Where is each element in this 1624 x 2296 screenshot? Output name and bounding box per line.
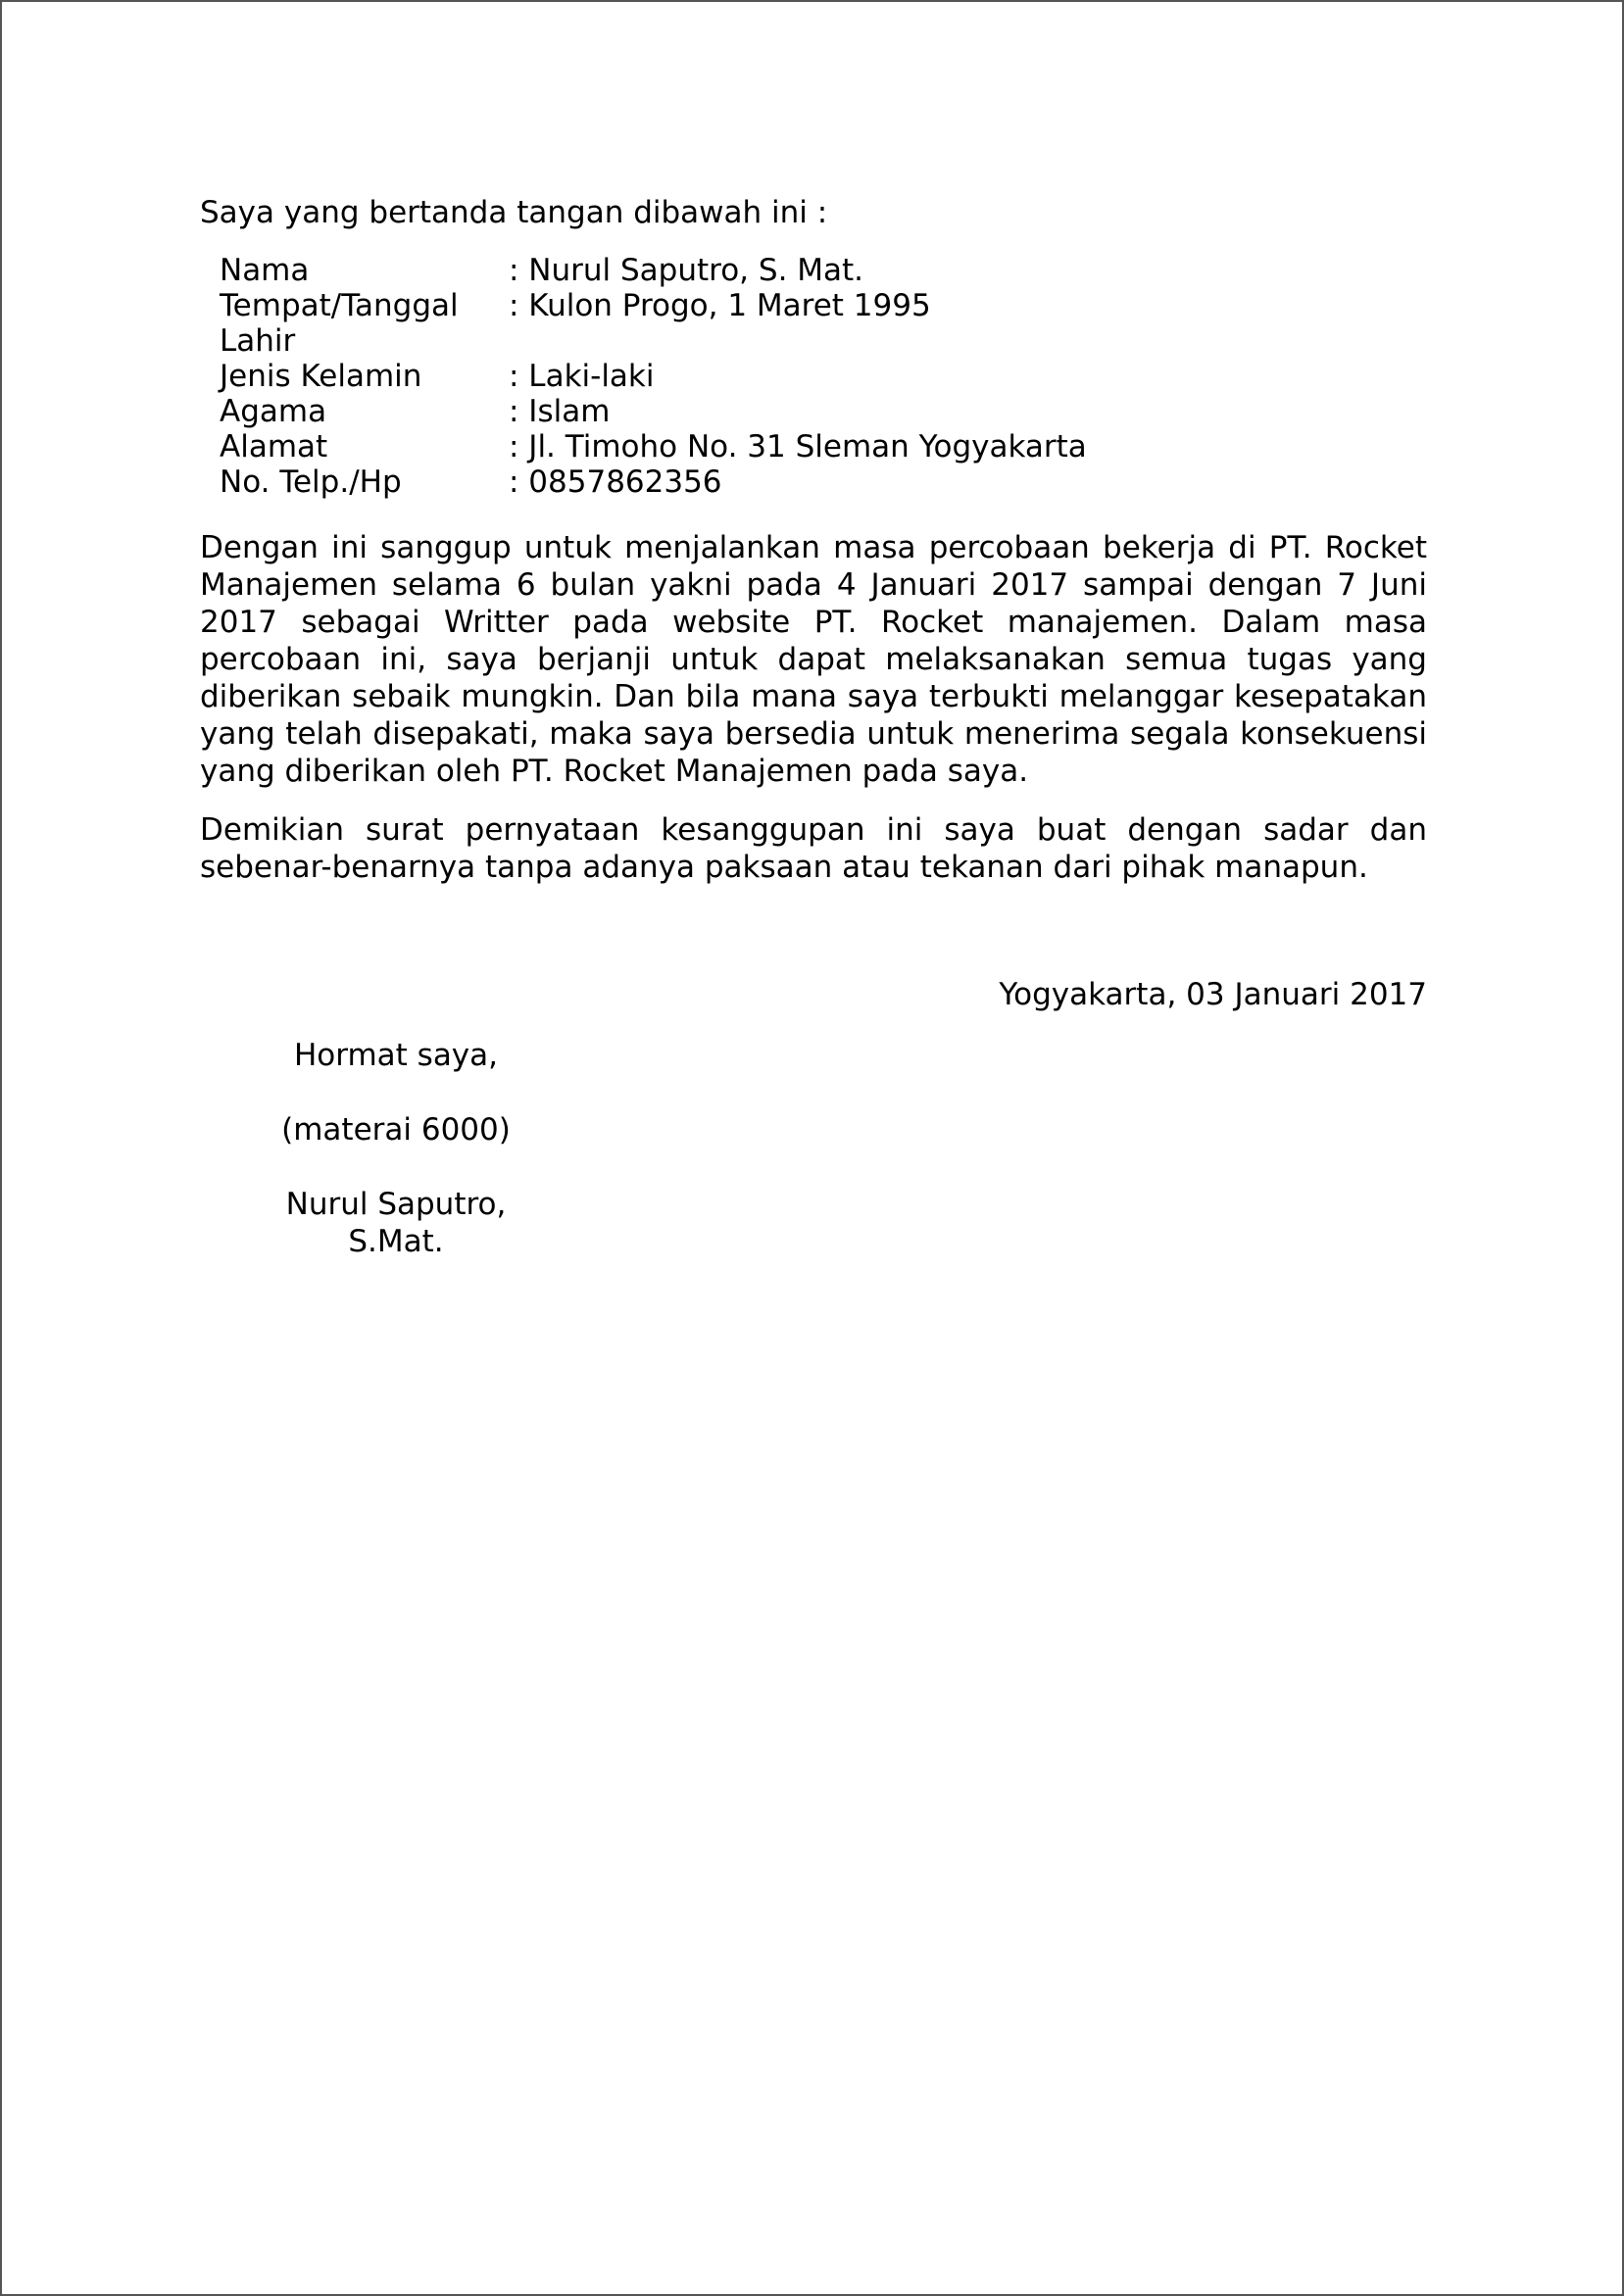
identity-row-phone — [220, 464, 1427, 500]
identity-label: No. Telp./Hp — [220, 464, 402, 500]
statement-paragraph: Dengan ini sanggup untuk menjalankan masa percobaan bekerja di PT. Rocket Manajemen selama 6 bulan yakni pada 4 Januari 2017 sampai dengan 7 Juni 2017 sebagai Writter pada website PT. Rocket manajemen. Dalam masa percobaan ini, saya berjanji untuk dapat melaksanakan semua tugas yang diberikan sebaik mungkin. Dan bila mana saya terbukti melanggar kesepatakan yang telah disepakati, maka saya bersedia untuk menerima segala konsekuensi yang diberikan oleh PT. Rocket Manajemen pada saya. — [200, 530, 1427, 789]
identity-label: Agama — [220, 394, 327, 429]
place-date: Yogyakarta, 03 Januari 2017 — [999, 977, 1427, 1012]
identity-table — [220, 253, 1427, 500]
closing-paragraph: Demikian surat pernyataan kesanggupan ini saya buat dengan sadar dan sebenar-benarnya tanpa adanya paksaan atau tekanan dari pihak manapun. — [200, 812, 1427, 885]
closing-salutation: Hormat saya, — [293, 1038, 499, 1073]
identity-value: : Jl. Timoho No. 31 Sleman Yogyakarta — [509, 429, 1087, 464]
identity-value: : Islam — [509, 394, 611, 429]
identity-value: : Nurul Saputro, S. Mat. — [509, 253, 864, 288]
identity-value: : 0857862356 — [509, 464, 722, 500]
identity-value: : Laki-laki — [509, 359, 655, 394]
stamp-placeholder: (materai 6000) — [281, 1112, 511, 1148]
identity-label: Nama — [220, 253, 310, 288]
signer-name: Nurul Saputro, S.Mat. — [285, 1187, 507, 1259]
letter-body — [200, 194, 1427, 907]
identity-row-birth — [220, 288, 1427, 359]
identity-row-address — [220, 429, 1427, 464]
identity-label: Jenis Kelamin — [220, 359, 422, 394]
signature-block — [257, 1037, 535, 1260]
identity-label: Alamat — [220, 429, 328, 464]
identity-row-religion — [220, 394, 1427, 429]
identity-value: : Kulon Progo, 1 Maret 1995 — [509, 288, 931, 323]
identity-row-gender — [220, 359, 1427, 394]
identity-label: Tempat/Tanggal Lahir — [220, 288, 459, 359]
intro-text: Saya yang bertanda tangan dibawah ini : — [200, 195, 828, 230]
identity-row-name — [220, 253, 1427, 288]
